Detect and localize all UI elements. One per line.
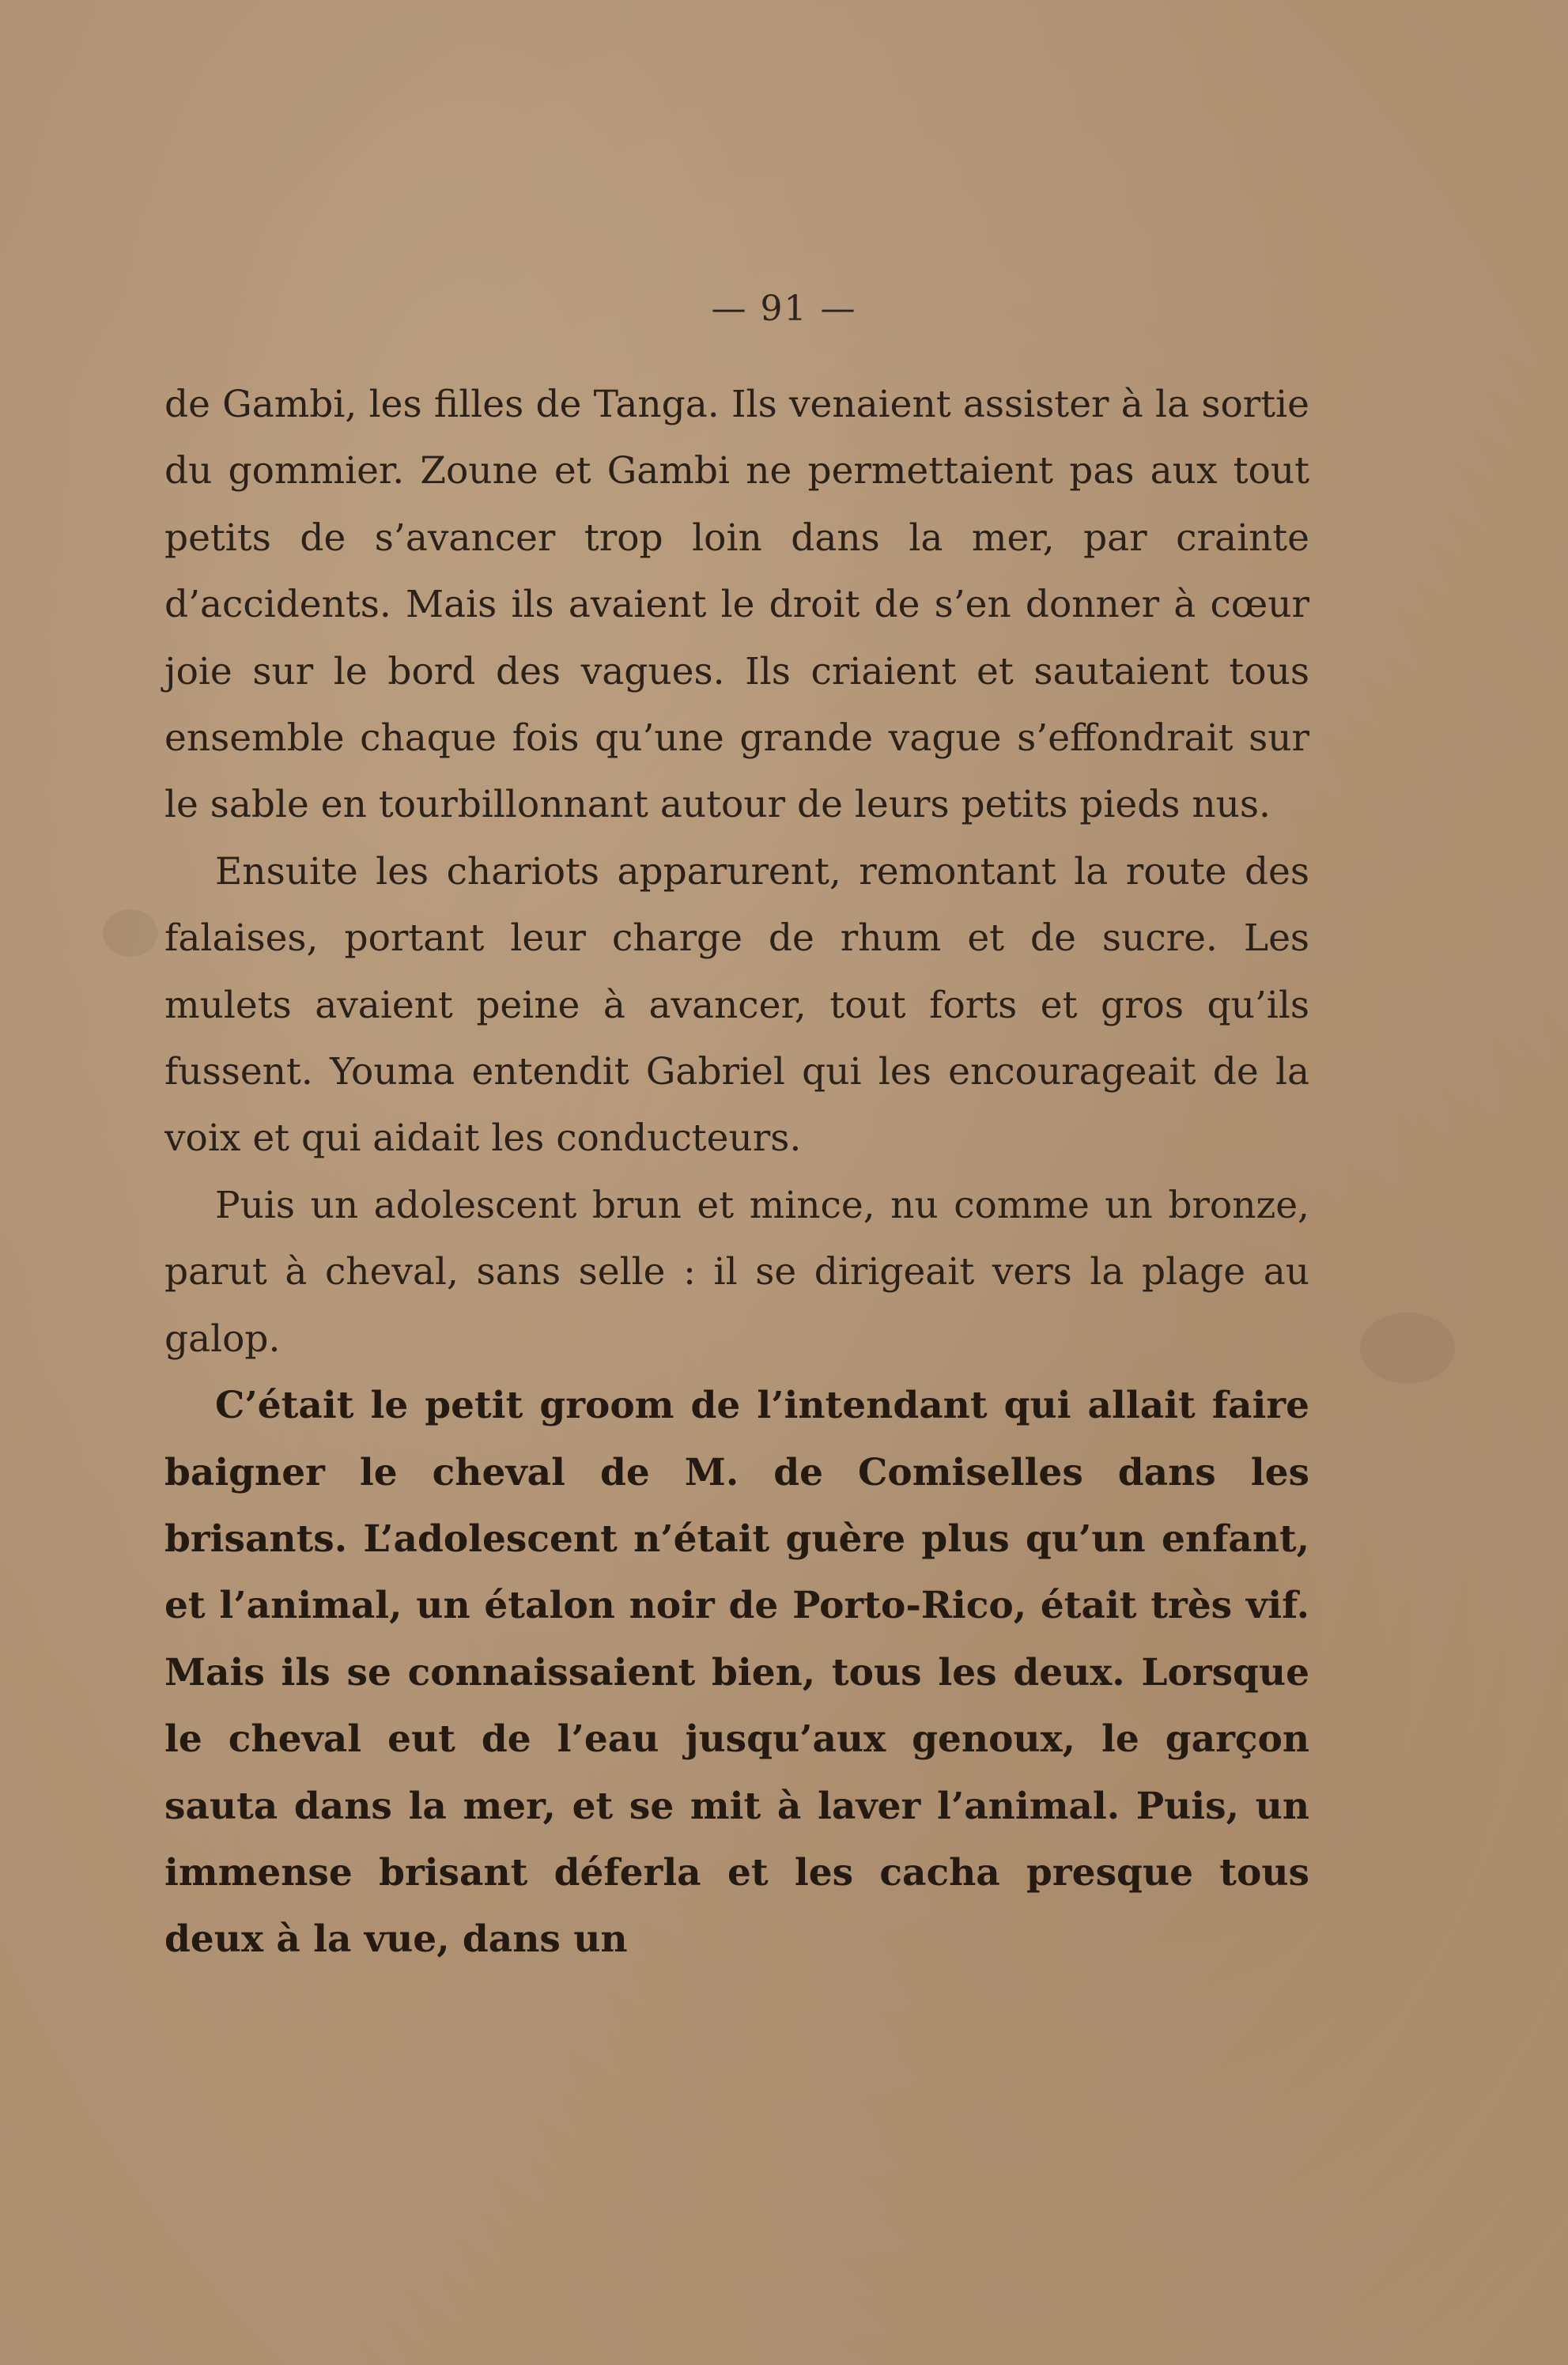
paragraph: Ensuite les chariots apparurent, remontant la route des falaises, portant leur charge de rhum et de sucre. Les mulets avaient peine à avancer, tout forts et gros qu’ils fussent. Youma entendit Gabriel qui les encourageait de la voix et qui aidait les conducteurs. bbox=[164, 849, 1309, 1161]
paragraph: de Gambi, les filles de Tanga. Ils venaient assister à la sortie du gommier. Zoune et Gambi ne permettaient pas aux tout petits de s’avancer trop loin dans la mer, par crainte d’accidents. Mais ils avaient le droit de s’en donner à cœur joie sur le bord des vagues. Ils criaient et sautaient tous ensemble chaque fois qu’une grande vague s’effondrait sur le sable en tourbillonnant autour de leurs petits pieds nus. bbox=[164, 383, 1309, 827]
paper-stain bbox=[103, 909, 158, 957]
paragraph: C’était le petit groom de l’intendant qui allait faire baigner le cheval de M. de Comiselles dans les brisants. L’adolescent n’était guère plus qu’un enfant, et l’animal, un étalon noir de Porto-Rico, était très vif. Mais ils se connaissaient bien, tous les deux. Lorsque le cheval eut de l’eau jusqu’aux genoux, le garçon sauta dans la mer, et se mit à laver l’animal. Puis, un immense brisant déferla et les cacha presque tous deux à la vue, dans un bbox=[164, 1384, 1309, 1962]
page-number: — 91 — bbox=[711, 289, 857, 329]
body-text bbox=[164, 372, 1309, 1974]
paper-stain bbox=[1360, 1313, 1455, 1384]
paragraph: Puis un adolescent brun et mince, nu comme un bronze, parut à cheval, sans selle : il se dirigeait vers la plage au galop. bbox=[164, 1183, 1309, 1361]
